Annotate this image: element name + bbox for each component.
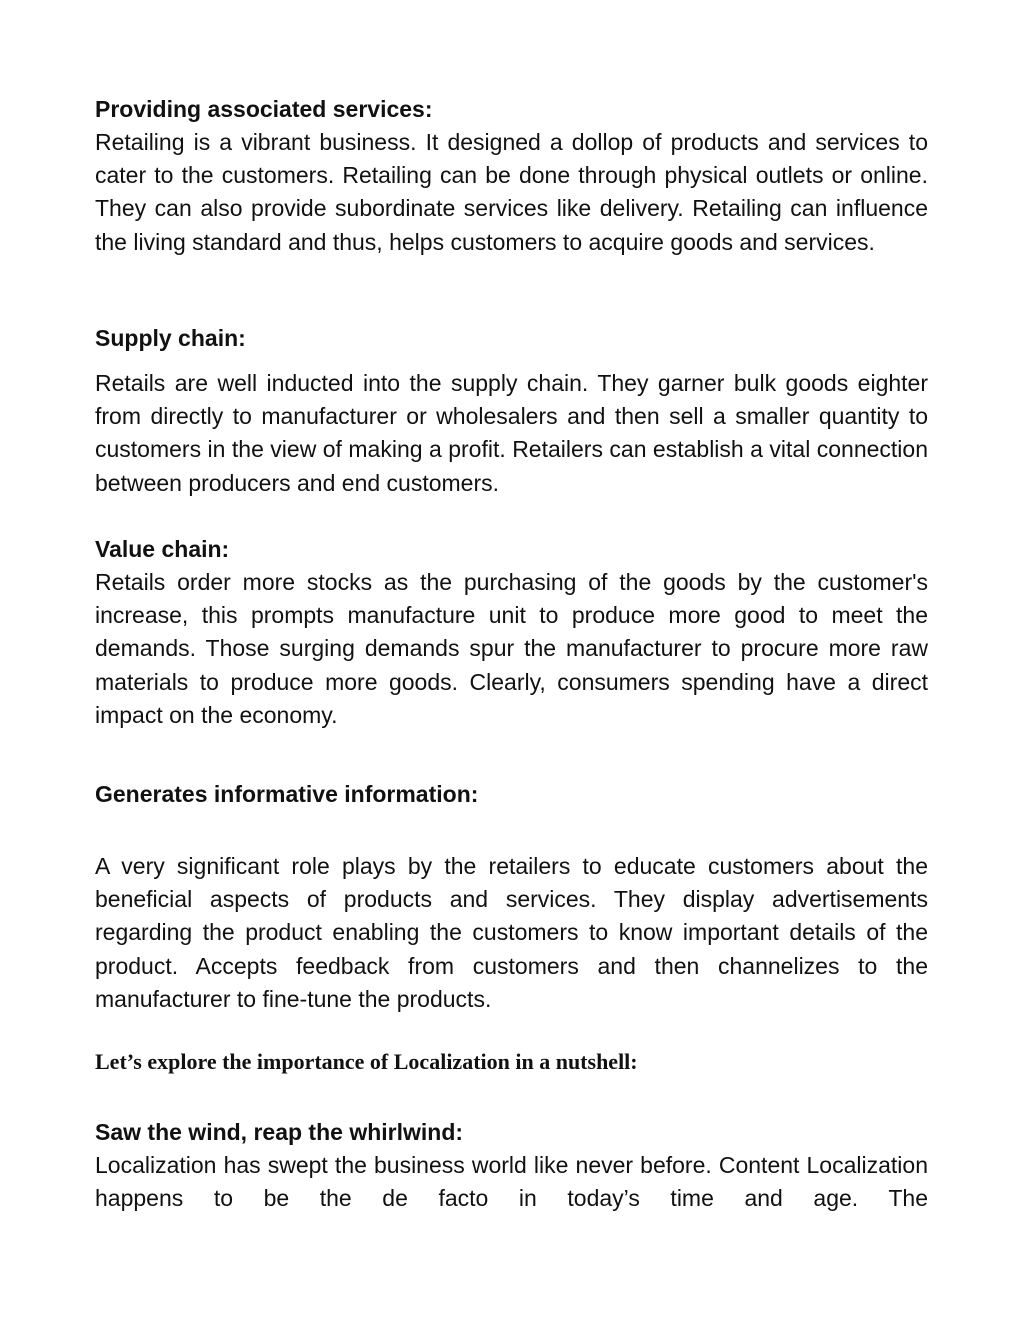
section-heading: Providing associated services: bbox=[95, 96, 433, 122]
section-body: Localization has swept the business world like never before. Content Localization happens to be the de facto in today’s time and age. The bbox=[95, 1152, 928, 1212]
section-heading: Saw the wind, reap the whirlwind: bbox=[95, 1119, 464, 1145]
section-body: Retails order more stocks as the purchasing of the goods by the customer's increase, this prompts manufacture unit to produce more good to meet the demands. Those surging demands spur the manufacturer to procure more raw materials to produce more goods. Clearly, consumers spending have a direct impact on the economy. bbox=[95, 569, 928, 728]
section-value-chain bbox=[95, 533, 928, 732]
localization-intro bbox=[95, 1045, 928, 1078]
section-body: Retailing is a vibrant business. It designed a dollop of products and services to cater to the customers. Retailing can be done through physical outlets or online. They can also provide subordinate services like delivery. Retailing can influence the living standard and thus, helps customers to acquire goods and services. bbox=[95, 129, 928, 255]
section-supply-chain bbox=[95, 322, 928, 355]
localization-heading: Let’s explore the importance of Localization in a nutshell: bbox=[95, 1049, 638, 1074]
section-generates-informative-information-body bbox=[95, 850, 928, 1016]
section-heading: Supply chain: bbox=[95, 325, 246, 351]
section-saw-the-wind bbox=[95, 1116, 928, 1215]
section-body: Retails are well inducted into the supply chain. They garner bulk goods eighter from directly to manufacturer or wholesalers and then sell a smaller quantity to customers in the view of making a profit. Retailers can establish a vital connection between producers and end customers. bbox=[95, 370, 928, 496]
section-supply-chain-body bbox=[95, 367, 928, 500]
section-body: A very significant role plays by the retailers to educate customers about the beneficial aspects of products and services. They display advertisements regarding the product enabling the customers to know important details of the product. Accepts feedback from customers and then channelizes to the manufacturer to fine-tune the products. bbox=[95, 853, 928, 1012]
section-providing-associated-services bbox=[95, 93, 928, 259]
section-heading: Value chain: bbox=[95, 536, 230, 562]
section-heading: Generates informative information: bbox=[95, 781, 479, 807]
section-generates-informative-information bbox=[95, 778, 928, 811]
